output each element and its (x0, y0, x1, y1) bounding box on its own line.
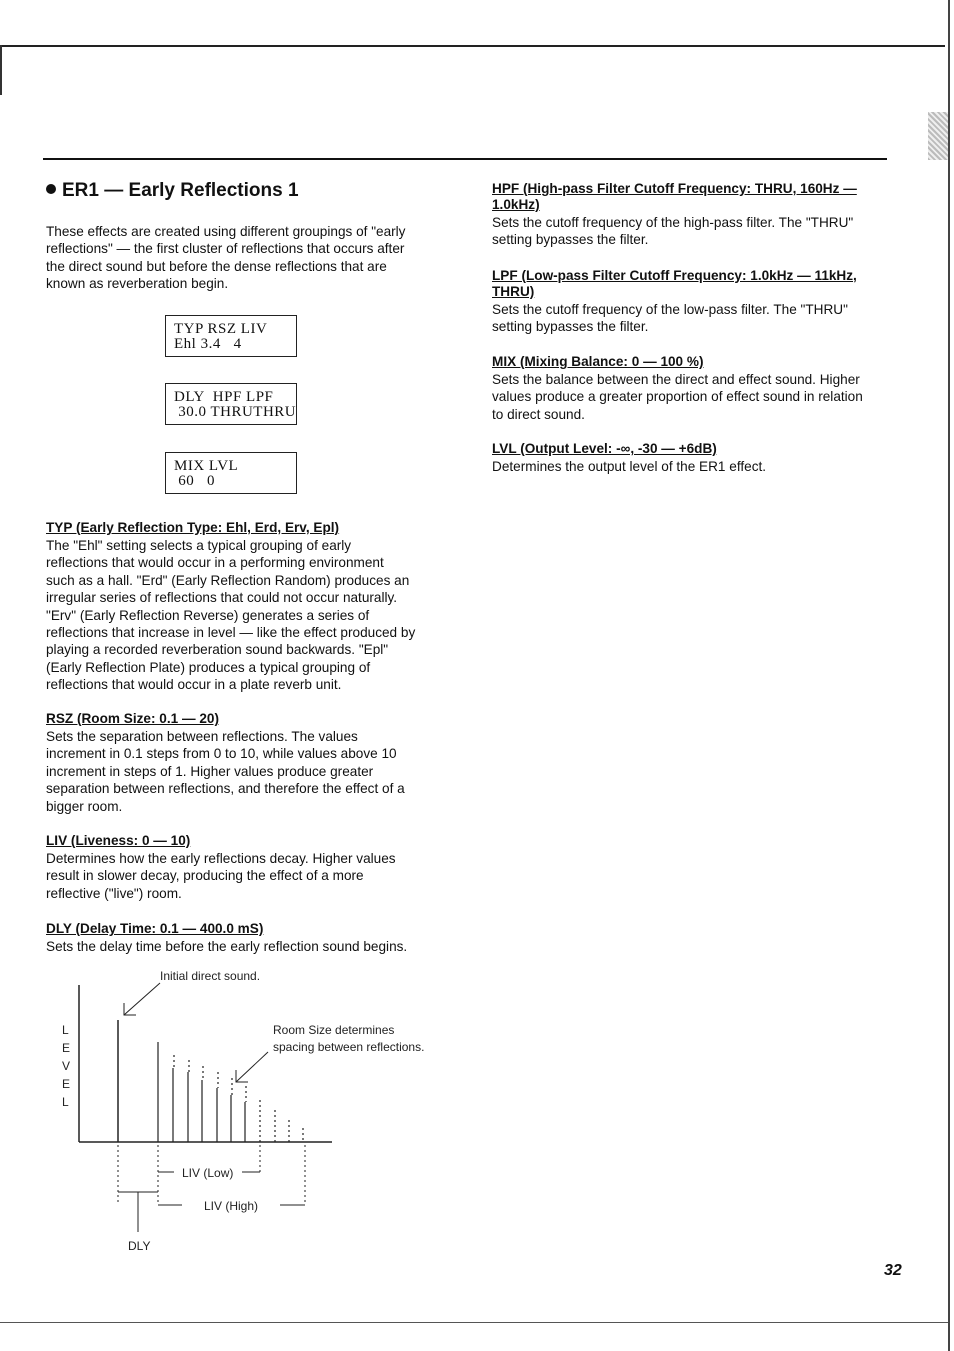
lpf-paragraph (492, 301, 848, 336)
lcd-line: DLY HPF LPF (174, 389, 274, 405)
level-letter: L (62, 1023, 69, 1037)
text-line: Sets the cutoff frequency of the low-pass filter. The "THRU" (492, 302, 848, 317)
heading-line: 1.0kHz) (492, 197, 540, 212)
rsz-paragraph (46, 728, 405, 815)
lvl-heading (492, 441, 717, 457)
dly-heading: DLY (Delay Time: 0.1 — 400.0 mS) (46, 921, 264, 936)
text-line: such as a hall. "Erd" (Early Reflection Random) produces an (46, 572, 410, 588)
section-title (46, 180, 299, 202)
corner-mark (0, 45, 16, 95)
bottom-border-line (0, 1322, 948, 1323)
level-letter: E (62, 1077, 71, 1091)
heading-line: LPF (Low-pass Filter Cutoff Frequency: 1.0kHz — 11kHz, (492, 268, 857, 283)
lcd-display-2 (165, 383, 297, 425)
thumb-tab (928, 112, 948, 160)
text-line: The "Ehl" setting selects a typical grouping of early (46, 538, 352, 553)
text-line: playing a recorded reverberation sound backwards. "Epl" (46, 642, 389, 658)
text-line: values produce a greater proportion of effect sound in relation (492, 389, 863, 405)
text-line: Determines the output level of the ER1 effect. (492, 459, 767, 474)
text-line: Sets the cutoff frequency of the high-pass filter. The "THRU" (492, 215, 854, 230)
text-line: reflective ("live") room. (46, 885, 182, 901)
text-line: increment in steps of 1. Higher values produce greater (46, 763, 374, 779)
text-line: These effects are created using different groupings of "early (46, 224, 406, 239)
heading-line: THRU) (492, 284, 535, 299)
reflection-diagram (0, 960, 480, 1260)
heading-line: HPF (High-pass Filter Cutoff Frequency: THRU, 160Hz — (492, 181, 857, 196)
text-line: result in slower decay, producing the effect of a more (46, 868, 364, 884)
mix-heading (492, 354, 704, 370)
mix-paragraph (492, 371, 863, 423)
dly-label: DLY (128, 1239, 151, 1253)
heading-line: LVL (Output Level: -∞, -30 — +6dB) (492, 441, 717, 456)
text-line: Sets the delay time before the early reflection sound begins. (46, 939, 408, 954)
header-rule (43, 158, 887, 160)
liv-heading: LIV (Liveness: 0 — 10) (46, 833, 191, 848)
top-border-line (0, 45, 945, 47)
liv-low-label: LIV (Low) (182, 1166, 234, 1180)
text-line: setting bypasses the filter. (492, 319, 649, 335)
liv-high-label: LIV (High) (204, 1199, 259, 1213)
lpf-heading (492, 268, 857, 300)
lcd-line: 30.0 THRUTHRU (174, 404, 297, 420)
text-line: Sets the balance between the direct and effect sound. Higher (492, 372, 860, 387)
text-line: increment in 0.1 steps from 0 to 10, while values above 10 (46, 746, 397, 762)
lcd-line: MIX LVL (174, 458, 239, 474)
level-letter: L (62, 1095, 69, 1109)
hpf-heading (492, 181, 857, 213)
lcd-display-1 (165, 315, 297, 357)
text-line: reflections that increase in level — like the effect produced by (46, 625, 416, 641)
page-number: 32 (884, 1262, 902, 1279)
liv-paragraph (46, 850, 396, 902)
lcd-line: Ehl 3.4 4 (174, 336, 242, 352)
level-letter: V (62, 1059, 71, 1073)
intro-paragraph (46, 223, 405, 293)
right-border-line (948, 0, 950, 1351)
arrow-line (236, 1052, 268, 1082)
typ-heading: TYP (Early Reflection Type: Ehl, Erd, Erv, Epl) (46, 520, 340, 535)
room-size-label: Room Size determines (273, 1023, 395, 1037)
lvl-paragraph (492, 458, 766, 475)
text-line: (Early Reflection Plate) produces a typical grouping of (46, 659, 371, 675)
typ-paragraph (46, 537, 415, 694)
room-size-label: spacing between reflections. (273, 1040, 425, 1054)
text-line: "Erv" (Early Reflection Reverse) generates a series of (46, 607, 370, 623)
dly-paragraph (46, 938, 407, 955)
arrow-line (124, 983, 160, 1015)
level-letter: E (62, 1041, 71, 1055)
text-line: reflections that would occur in a performing environment (46, 555, 384, 571)
text-line: reflections" — the first cluster of reflections that occurs after (46, 241, 405, 257)
section-title-text: ER1 — Early Reflections 1 (62, 180, 299, 201)
text-line: irregular series of reflections that could not occur naturally. (46, 590, 398, 606)
heading-line: MIX (Mixing Balance: 0 — 100 %) (492, 354, 704, 369)
rsz-heading: RSZ (Room Size: 0.1 — 20) (46, 711, 219, 726)
lcd-display-3 (165, 452, 297, 494)
text-line: the direct sound but before the dense reflections that are (46, 258, 387, 274)
text-line: separation between reflections, and therefore the effect of a (46, 781, 405, 797)
lcd-line: TYP RSZ LIV (174, 321, 268, 337)
bullet-icon (46, 184, 56, 194)
lcd-line: 60 0 (174, 473, 215, 489)
text-line: setting bypasses the filter. (492, 232, 649, 248)
text-line: known as reverberation begin. (46, 276, 229, 292)
text-line: to direct sound. (492, 406, 585, 422)
initial-direct-label: Initial direct sound. (160, 969, 261, 983)
text-line: Determines how the early reflections decay. Higher values (46, 851, 396, 866)
text-line: Sets the separation between reflections. The values (46, 729, 358, 744)
text-line: bigger room. (46, 798, 123, 814)
hpf-paragraph (492, 214, 853, 249)
text-line: reflections that would occur in a plate reverb unit. (46, 677, 342, 693)
